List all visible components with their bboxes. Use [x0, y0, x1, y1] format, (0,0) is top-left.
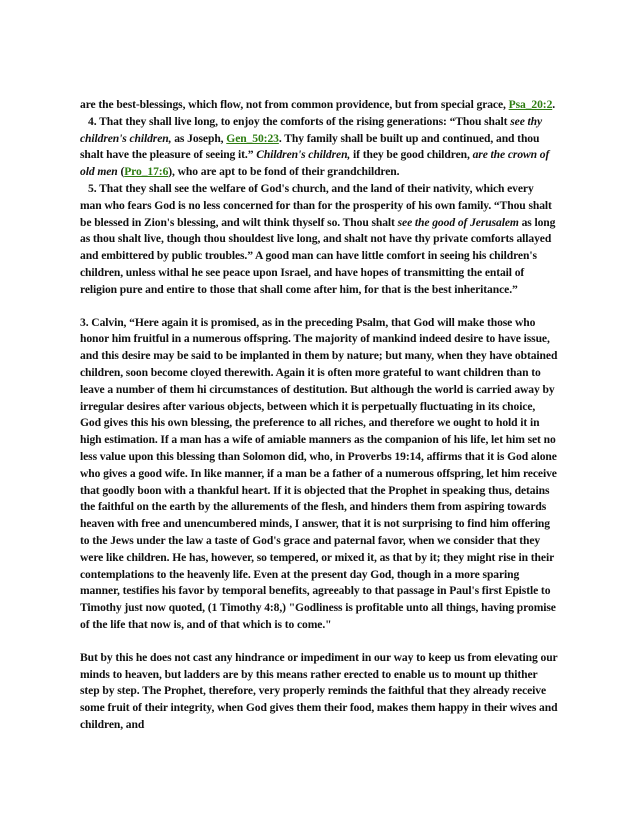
- italic-text: are the crown of old men: [80, 148, 550, 179]
- italic-text: see thy children's children,: [80, 114, 543, 145]
- scripture-reference-link[interactable]: Gen_50:23: [226, 131, 279, 145]
- paragraph-p4: [80, 315, 558, 634]
- paragraph-text: (: [117, 165, 125, 179]
- paragraph-text: 4. That they shall live long, to enjoy the comforts of the rising generations: “Thou shalt: [88, 114, 511, 128]
- scripture-reference-link[interactable]: Psa_20:2: [508, 98, 553, 111]
- document-page: [80, 97, 558, 734]
- paragraph-text: 3. Calvin, “Here again it is promised, as in the preceding Psalm, that God will make those who honor him fruitful in a numerous offspring. The majority of mankind indeed desire to have issue, and this desire may be said to be implanted in them by nature; but many, when they have obtained children, soon become cloyed therewith. Again it is often more grateful to want children than to leave a number of them hi circumstances of destitution. But although the world is carried away by irregular desires after various objects, between which it is perpetually fluctuating in its choice, God gives this his own blessing, the preference to all riches, and therefore we ought to hold it in high estimation. If a man has a wife of amiable manners as the companion of his life, let him set no less value upon this blessing than Solomon did, who, in Proverbs 19:14, affirms that it is God alone who gives a good wife. In like manner, if a man be a father of a numerous offspring, let him receive that goodly boon with a thankful heart. If it is objected that the Prophet in speaking thus, detains the faithful on the earth by the allurements of the flesh, and hinders them from aspiring towards heaven with free and unencumbered minds, I answer, that it is not surprising to find him offering to the Jews under the law a taste of God's grace and paternal favor, when we consider that they were like children. He has, however, so tempered, or mixed it, as that by it; they might rise in their contemplations to the heavenly life. Even at the present day God, though in a more sparing manner, testifies his favor by temporal benefits, agreeably to that passage in Paul's first Epistle to Timothy just now quoted, (1 Timothy 4:8,) "Godliness is profitable unto all things, having promise of the life that now is, and of that which is to come.": [80, 315, 558, 631]
- paragraph-text: ), who are apt to be fond of their grandchildren.: [168, 165, 400, 179]
- paragraph-p1: [80, 97, 558, 114]
- paragraph-text: . Thy family shall be built up and continued, and thou shalt have the pleasure of seeing it.”: [80, 131, 540, 162]
- paragraph-text: 5. That they shall see the welfare of God's church, and the land of their nativity, which every man who fears God is no less concerned for than for the prosperity of his own family. “Thou shalt be blessed in Zion's blessing, and wilt think thyself so. Thou shalt: [80, 181, 552, 229]
- scripture-reference-link[interactable]: Pro_17:6: [124, 165, 169, 179]
- italic-text: Children's children,: [256, 148, 351, 162]
- paragraph-p2: [80, 114, 558, 181]
- paragraph-gap: [80, 634, 558, 650]
- paragraph-text: But by this he does not cast any hindrance or impediment in our way to keep us from elevating our minds to heaven, but ladders are by this means rather erected to enable us to mount up thither step by step. The Prophet, therefore, very properly reminds the faithful that they already receive some fruit of their integrity, when God gives them their food, makes them happy in their wives and children, and: [80, 650, 558, 731]
- paragraph-text: as Joseph,: [171, 131, 227, 145]
- paragraph-text: if they be good children,: [350, 148, 473, 162]
- paragraph-text: as long as thou shalt live, though thou shouldest live long, and shalt not have thy private comforts allayed and embittered by public troubles.” A good man can have little comfort in seeing his children's children, unless withal he see peace upon Israel, and have hopes of transmitting the entail of religion pure and entire to those that shall come after him, for that is the best inheritance.”: [80, 215, 556, 296]
- paragraph-p5: [80, 650, 558, 734]
- paragraph-text: are the best-blessings, which flow, not from common providence, but from special grace,: [80, 98, 509, 111]
- paragraph-p3: [80, 181, 558, 299]
- italic-text: see the good of Jerusalem: [397, 215, 519, 229]
- paragraph-gap: [80, 299, 558, 315]
- paragraph-text: .: [552, 98, 556, 111]
